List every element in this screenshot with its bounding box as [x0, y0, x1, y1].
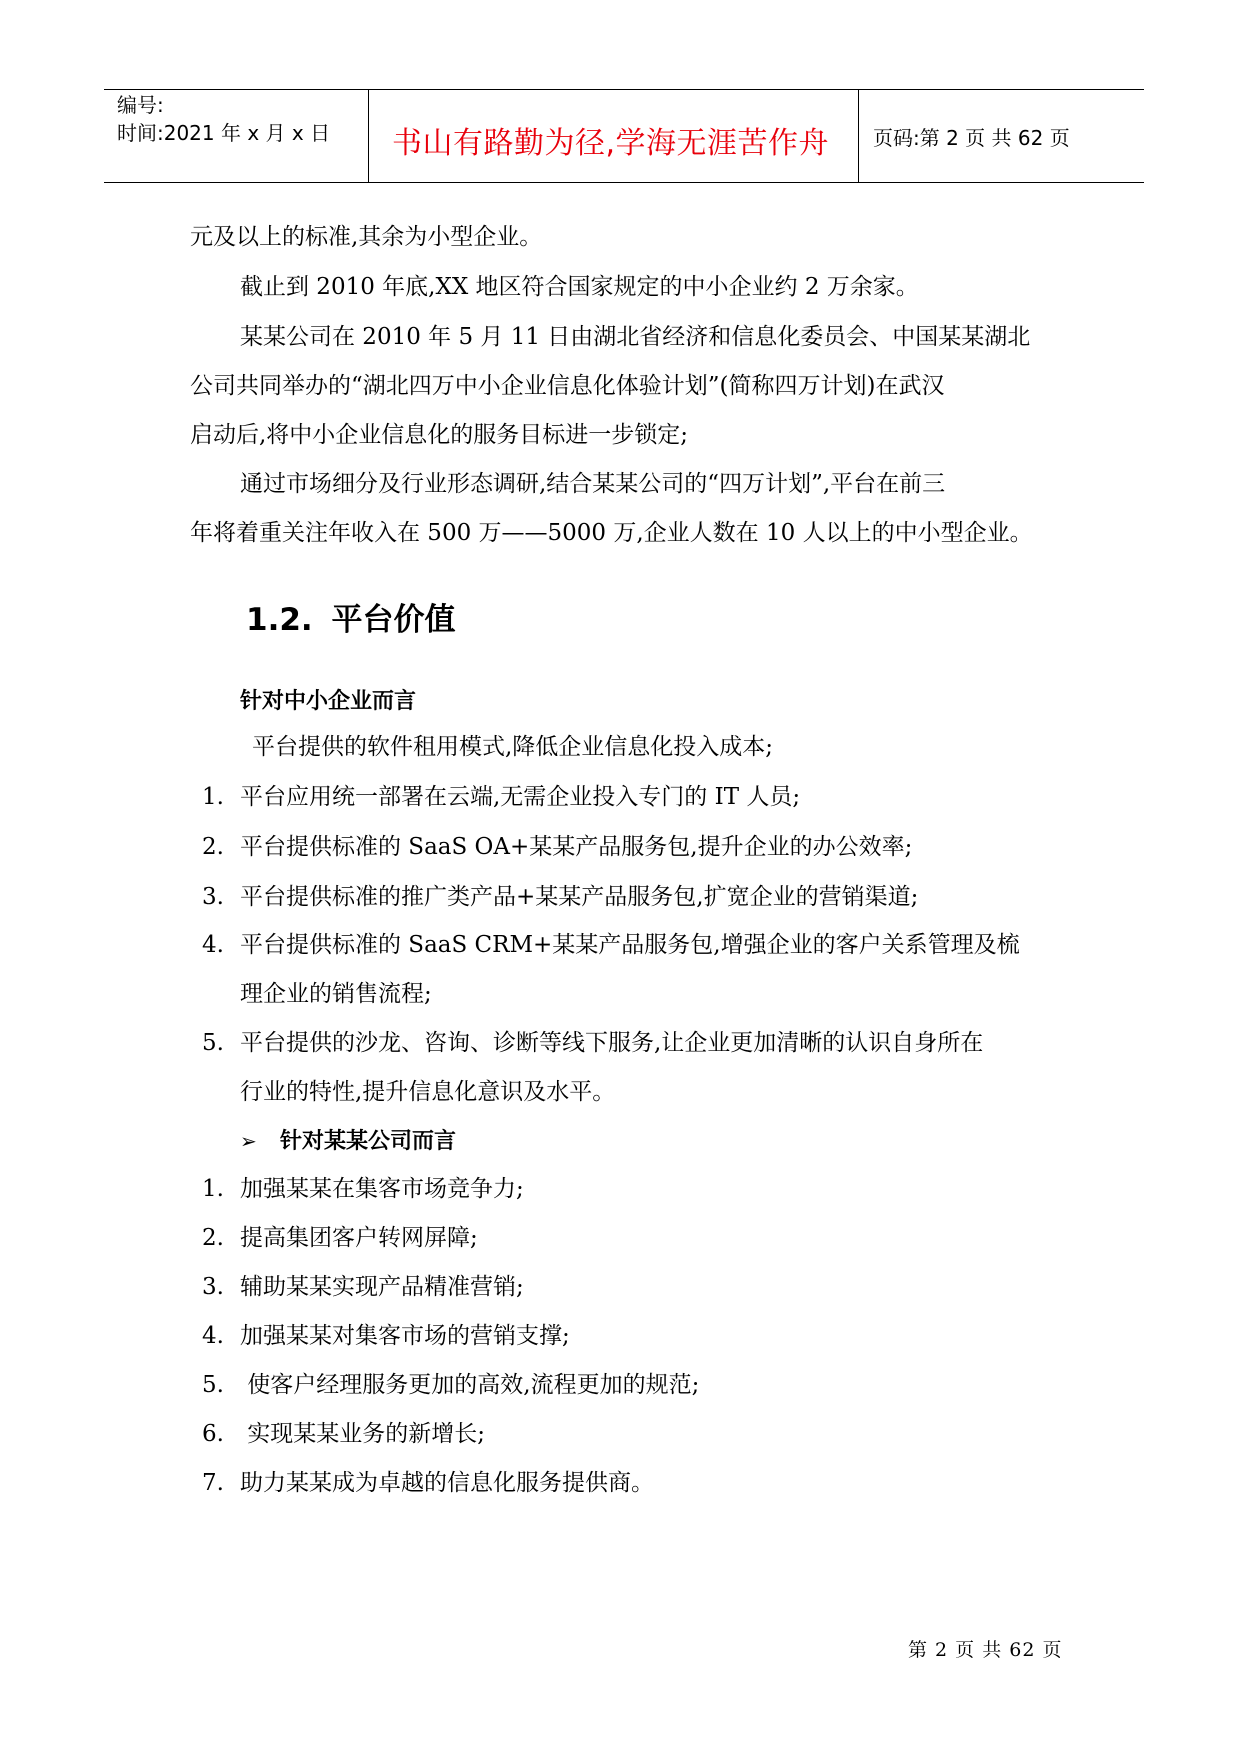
list-text: 平台提供标准的 SaaS OA+某某产品服务包,提升企业的办公效率; — [240, 834, 913, 860]
list-text: 加强某某在集客市场竞争力; — [240, 1176, 524, 1202]
header-top-border — [104, 89, 1144, 90]
header-number-label: 编号: — [117, 93, 164, 117]
list-number: 4. — [202, 1323, 224, 1349]
sme-subheading: 针对中小企业而言 — [240, 689, 417, 714]
list-text: 实现某某业务的新增长; — [240, 1421, 486, 1447]
list-item — [202, 1360, 699, 1410]
list-text: 使客户经理服务更加的高效,流程更加的规范; — [240, 1372, 700, 1398]
list-text: 辅助某某实现产品精准营销; — [240, 1274, 524, 1300]
list-item — [202, 1458, 654, 1508]
list-item-continuation — [202, 1067, 615, 1117]
company-subheading-text: 针对某某公司而言 — [280, 1129, 457, 1154]
list-number: 3. — [202, 1274, 224, 1300]
list-item — [202, 1164, 524, 1214]
paragraph-line: 某某公司在 2010 年 5 月 11 日由湖北省经济和信息化委员会、中国某某湖北 — [240, 324, 1031, 350]
list-number: 2. — [202, 834, 224, 860]
section-heading — [246, 594, 456, 639]
paragraph-line: 元及以上的标准,其余为小型企业。 — [190, 224, 543, 250]
list-item — [202, 1409, 485, 1459]
list-number: 5. — [202, 1372, 224, 1398]
paragraph-line: 通过市场细分及行业形态调研,结合某某公司的“四万计划”,平台在前三 — [240, 471, 946, 497]
list-text: 平台提供标准的推广类产品+某某产品服务包,扩宽企业的营销渠道; — [240, 884, 919, 910]
arrow-bullet-icon: ➢ — [240, 1129, 257, 1153]
list-item — [202, 772, 800, 822]
section-title: 平台价值 — [331, 602, 456, 638]
list-number: 7. — [202, 1470, 224, 1496]
list-number: 1. — [202, 1176, 224, 1202]
company-subheading — [240, 1124, 456, 1155]
list-item — [202, 920, 1020, 970]
list-text: 助力某某成为卓越的信息化服务提供商。 — [240, 1470, 654, 1496]
list-text: 平台提供的沙龙、咨询、诊断等线下服务,让企业更加清晰的认识自身所在 — [240, 1030, 984, 1056]
list-text: 理企业的销售流程; — [240, 981, 432, 1007]
sme-intro: 平台提供的软件租用模式,降低企业信息化投入成本; — [252, 734, 774, 760]
list-number: 2. — [202, 1225, 224, 1251]
paragraph-line: 年将着重关注年收入在 500 万——5000 万,企业人数在 10 人以上的中小型企业。 — [190, 520, 1033, 546]
list-item — [202, 1213, 478, 1263]
list-number: 3. — [202, 884, 224, 910]
section-number: 1.2. — [246, 602, 313, 638]
paragraph-line: 截止到 2010 年底,XX 地区符合国家规定的中小企业约 2 万余家。 — [240, 274, 919, 300]
page-footer: 第 2 页 共 62 页 — [908, 1639, 1063, 1661]
paragraph-line: 启动后,将中小企业信息化的服务目标进一步锁定; — [190, 422, 689, 448]
list-item — [202, 872, 918, 922]
header-motto: 书山有路勤为径,学海无涯苦作舟 — [392, 126, 830, 161]
list-number: 1. — [202, 784, 224, 810]
list-number: 4. — [202, 932, 224, 958]
header-page-info: 页码:第 2 页 共 62 页 — [873, 126, 1070, 150]
list-number: 6. — [202, 1421, 224, 1447]
list-item — [202, 822, 912, 872]
header-time-label: 时间:2021 年 x 月 x 日 — [117, 121, 331, 145]
list-item — [202, 1262, 524, 1312]
header-bottom-border — [104, 182, 1144, 183]
header-divider-right — [858, 90, 859, 183]
list-text: 提高集团客户转网屏障; — [240, 1225, 478, 1251]
list-number: 5. — [202, 1030, 224, 1056]
list-text: 平台应用统一部署在云端,无需企业投入专门的 IT 人员; — [240, 784, 801, 810]
list-text: 平台提供标准的 SaaS CRM+某某产品服务包,增强企业的客户关系管理及梳 — [240, 932, 1020, 958]
header-divider-left — [368, 90, 369, 183]
list-item — [202, 1311, 570, 1361]
list-item — [202, 1018, 983, 1068]
list-item-continuation — [202, 969, 432, 1019]
list-text: 加强某某对集客市场的营销支撑; — [240, 1323, 570, 1349]
list-text: 行业的特性,提升信息化意识及水平。 — [240, 1079, 616, 1105]
paragraph-line: 公司共同举办的“湖北四万中小企业信息化体验计划”(简称四万计划)在武汉 — [190, 373, 945, 399]
